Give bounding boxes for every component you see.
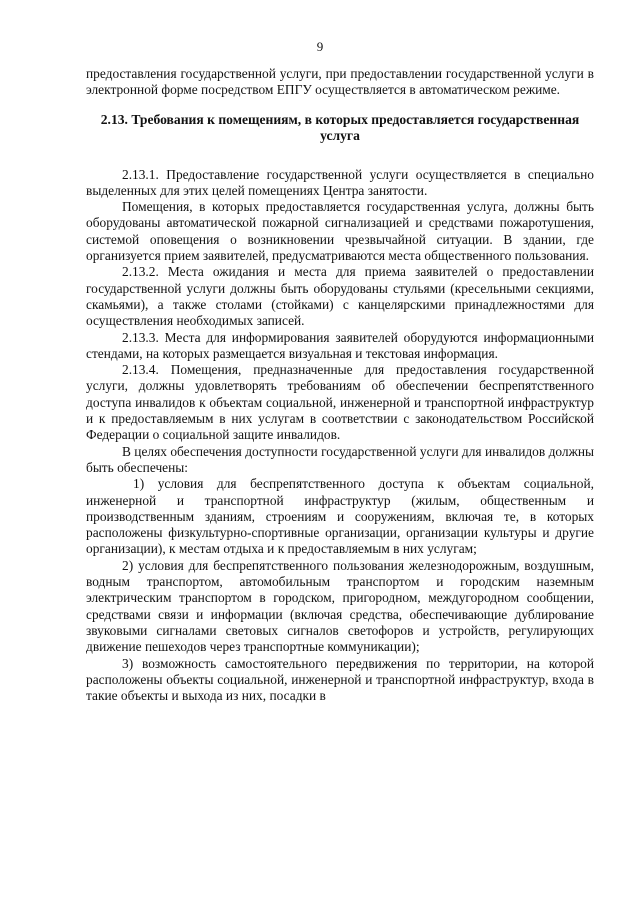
intro-paragraph: предоставления государственной услуги, при предоставлении государственной услуги в электронной форме посредством ЕПГУ осуществляется в автоматическом режиме. xyxy=(86,66,594,98)
list-item-3: 3) возможность самостоятельного передвижения по территории, на которой расположены объекты социальной, инженерной и транспортной инфраструктур, входа в такие объекты и выхода из них, посадки в xyxy=(86,655,594,704)
paragraph-accessibility-intro: В целях обеспечения доступности государственной услуги для инвалидов должны быть обеспечены: xyxy=(86,443,594,475)
paragraph-premises-fire-safety: Помещения, в которых предоставляется государственная услуга, должны быть оборудованы автоматической пожарной сигнализацией и средствами пожаротушения, системой оповещения о возникновении чрезвычайной ситуации. В здании, где организуется прием заявителей, предусматриваются места общественного пользования. xyxy=(86,199,594,264)
section-heading: 2.13. Требования к помещениям, в которых предоставляется государственная услуга xyxy=(100,111,580,144)
paragraph-2-13-3: 2.13.3. Места для информирования заявителей оборудуются информационными стендами, на которых размещается визуальная и текстовая информация. xyxy=(86,329,594,361)
page-content xyxy=(86,66,594,704)
list-item-2: 2) условия для беспрепятственного пользования железнодорожным, воздушным, водным транспортом, автомобильным транспортом и городским наземным электрическим транспортом в городском, пригородном, междугородном сообщении, средствами связи и информации (включая средства, обеспечивающие дублирование звуковыми сигналами световых сигналов светофоров и устройств, регулирующих движение пешеходов через транспортные коммуникации); xyxy=(86,557,594,655)
list-item-1: 1) условия для беспрепятственного доступа к объектам социальной, инженерной и транспортной инфраструктур (жилым, общественным и производственным зданиям, строениям и сооружениям, включая те, в которых расположены физкультурно-спортивные организации, организации культуры и другие организации), к местам отдыха и к предоставляемым в них услугам; xyxy=(86,476,594,557)
paragraph-2-13-4: 2.13.4. Помещения, предназначенные для предоставления государственной услуги, должны удовлетворять требованиям об обеспечении беспрепятственного доступа инвалидов к объектам социальной, инженерной и транспортной инфраструктур и к предоставляемым в них услугам в соответствии с законодательством Российской Федерации о социальной защите инвалидов. xyxy=(86,362,594,443)
page-number: 9 xyxy=(316,39,324,54)
paragraph-2-13-2: 2.13.2. Места ожидания и места для приема заявителей о предоставлении государственной услуги должны быть оборудованы стульями (кресельными секциями, скамьями), а также столами (стойками) с канцелярскими принадлежностями для осуществления необходимых записей. xyxy=(86,264,594,329)
paragraph-2-13-1: 2.13.1. Предоставление государственной услуги осуществляется в специально выделенных для этих целей помещениях Центра занятости. xyxy=(86,166,594,198)
